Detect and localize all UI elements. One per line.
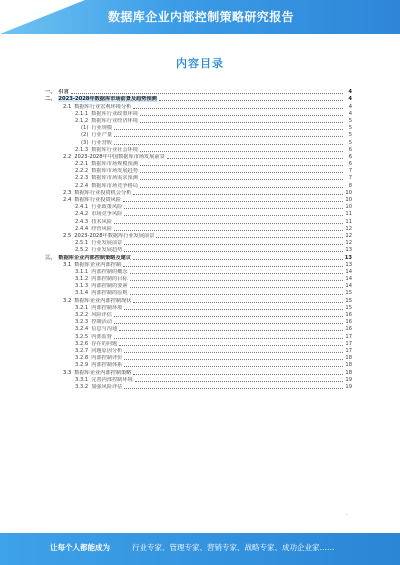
toc-entry-page: 15: [345, 290, 352, 297]
toc-leader-dots: [140, 187, 343, 188]
toc-entry-page: 10: [345, 197, 352, 203]
toc-entry-number: 2.1.3: [75, 146, 89, 153]
toc-entry-number: 3.2.3: [75, 319, 89, 326]
toc-entry-number: 3.2.8: [75, 355, 89, 362]
toc-entry[interactable]: [45, 340, 352, 347]
toc-leader-dots: [133, 259, 343, 260]
toc-entry[interactable]: [45, 261, 352, 268]
toc-entry-page: 12: [345, 240, 352, 247]
toc-leader-dots: [140, 151, 343, 152]
toc-leader-dots: [159, 100, 343, 101]
toc-leader-dots: [140, 115, 343, 116]
toc-leader-dots: [114, 136, 343, 137]
toc-entry-page: 14: [345, 268, 352, 275]
toc-entry-title: 2023-2028年中国数据库市场发展前景: [74, 153, 165, 160]
toc-entry[interactable]: [45, 167, 352, 174]
toc-entry[interactable]: [45, 174, 352, 181]
toc-entry-title: 信息与沟通: [91, 326, 118, 333]
toc-leader-dots: [133, 108, 343, 109]
toc-leader-dots: [140, 179, 343, 180]
toc-entry-page: 6: [348, 153, 352, 160]
toc-entry-number: 3.3.1: [75, 376, 89, 383]
toc-entry[interactable]: [45, 275, 352, 282]
toc-entry-title: 数据库行业宏观环境分析: [74, 103, 132, 110]
toc-leader-dots: [124, 208, 343, 209]
toc-entry[interactable]: [45, 153, 352, 160]
toc-leader-dots: [133, 374, 343, 375]
toc-entry[interactable]: [45, 225, 352, 232]
toc-leader-dots: [133, 302, 343, 303]
toc-entry-title: 数据库市场规模预测: [91, 161, 138, 168]
toc-entry-number: 3.3: [63, 369, 72, 376]
toc-entry[interactable]: [45, 181, 352, 188]
toc-leader-dots: [124, 388, 343, 389]
toc-entry-title: 数据库市场竞争格局: [91, 182, 138, 189]
toc-entry-title: 完善内部控制环境: [91, 376, 133, 383]
toc-entry-title: 引言: [58, 89, 69, 96]
toc-entry-number: 2.5: [63, 232, 72, 239]
toc-leader-dots: [114, 223, 343, 224]
toc-leader-dots: [124, 359, 343, 360]
toc-entry-title: 数据库市场需求预测: [91, 175, 138, 182]
toc-entry-page: 12: [345, 232, 352, 239]
toc-leader-dots: [123, 201, 343, 202]
toc-leader-dots: [140, 172, 343, 173]
toc-entry-page: 8: [348, 182, 352, 189]
toc-entry[interactable]: [45, 376, 352, 383]
toc-entry-page: 4: [348, 96, 352, 103]
toc-entry[interactable]: [45, 347, 352, 354]
toc-entry-page: 18: [345, 355, 352, 362]
toc-leader-dots: [114, 338, 343, 339]
toc-entry[interactable]: [45, 160, 352, 167]
toc-entry-title: 行业规模: [91, 125, 113, 132]
toc-entry-number: 3.2.7: [75, 347, 89, 354]
toc-entry[interactable]: [45, 189, 352, 196]
toc-entry[interactable]: [45, 131, 352, 138]
toc-entry-title: 数据库行业政策环境: [91, 110, 138, 117]
toc-leader-dots: [124, 251, 343, 252]
toc-leader-dots: [124, 215, 343, 216]
toc-leader-dots: [140, 165, 343, 166]
toc-entry-page: 7: [348, 175, 352, 182]
toc-entry[interactable]: [45, 304, 352, 311]
toc-leader-dots: [124, 244, 343, 245]
toc-entry-title: 数据库企业内部控制: [74, 261, 121, 268]
toc-entry-page: 13: [345, 261, 352, 268]
toc-entry-number: 2.2: [63, 153, 72, 160]
toc-entry-number: 3.1.4: [75, 290, 89, 297]
toc-entry-page: 15: [345, 304, 352, 311]
toc-entry-page: 10: [345, 189, 352, 196]
toc-leader-dots: [114, 144, 343, 145]
toc-entry-number: 三、: [45, 254, 56, 261]
toc-entry-page: 5: [348, 132, 352, 139]
toc-entry-title: 内部控制的概念: [91, 268, 128, 275]
toc-leader-dots: [130, 273, 343, 274]
toc-entry-number: 2.5.2: [75, 247, 89, 254]
toc-leader-dots: [119, 345, 343, 346]
toc-entry-number: 一、: [45, 89, 56, 96]
toc-entry-title: 数据库行业投资风险: [74, 197, 121, 203]
toc-entry-title: 数据库市场发展趋势: [91, 168, 138, 175]
toc-entry-number: 2.1: [63, 103, 72, 110]
toc-entry-title: 数据库企业内部控制现状: [74, 297, 132, 304]
toc-entry-number: 3.2.2: [75, 312, 89, 318]
toc-entry-number: (1): [81, 125, 89, 132]
toc-entry-title: 数据库行业经济环境: [91, 117, 138, 124]
toc-entry-page: 6: [348, 161, 352, 168]
toc-entry[interactable]: [45, 289, 352, 296]
header-white-corner: [0, 0, 85, 34]
toc-entry[interactable]: [45, 246, 352, 253]
toc-entry[interactable]: [45, 232, 352, 239]
toc-leader-dots: [167, 158, 343, 159]
toc-entry-number: 2.1.1: [75, 110, 89, 117]
toc-entry-number: 2.4.4: [75, 225, 89, 232]
toc-entry-number: 3.1.2: [75, 276, 89, 283]
toc-entry-title: 行业政策风险: [91, 204, 123, 211]
toc-entry-title: 行业产量: [91, 132, 113, 139]
table-of-contents: [45, 88, 352, 390]
toc-entry-number: 3.1: [63, 261, 72, 268]
toc-entry-title: 控制活动: [91, 319, 112, 326]
toc-entry-page: 19: [345, 383, 352, 390]
toc-entry-title: 数据库行业社会环境: [91, 146, 138, 153]
toc-entry-title: 风险评估: [91, 312, 112, 318]
toc-entry-title: 2023-2028年数据库行业发展前景: [74, 232, 155, 239]
toc-entry-number: 2.4.3: [75, 218, 89, 225]
toc-entry-page: 11: [345, 218, 352, 225]
toc-leader-dots: [123, 266, 343, 267]
toc-entry-title: 问题原因分析: [91, 347, 123, 354]
toc-entry[interactable]: [45, 203, 352, 210]
toc-entry-title: 数据库企业内部控制策略及建议: [58, 254, 132, 261]
toc-entry-page: 4: [348, 110, 352, 117]
toc-entry-number: 3.2.1: [75, 304, 89, 311]
toc-entry-title: 经营风险: [91, 225, 112, 232]
toc-entry-page: 5: [348, 117, 352, 124]
toc-entry-number: (2): [81, 132, 89, 139]
toc-leader-dots: [114, 323, 343, 324]
toc-entry-title: 行业营收: [91, 139, 113, 146]
toc-entry-number: 3.3.2: [75, 383, 89, 390]
footer-slogan: 让每个人都能成为: [50, 543, 110, 552]
toc-entry-title: 数据库企业内部控制策略: [74, 369, 132, 376]
toc-entry-page: 11: [345, 211, 352, 218]
toc-entry-title: 加强风险评估: [91, 383, 123, 390]
toc-entry-title: 存在的问题: [91, 340, 118, 347]
toc-leader-dots: [124, 309, 343, 310]
toc-entry-number: (3): [81, 139, 89, 146]
toc-entry-title: 市场竞争风险: [91, 211, 123, 218]
toc-entry-title: 内部控制的原则: [91, 290, 128, 297]
toc-entry-title: 内部监督: [91, 333, 112, 340]
toc-entry-page: 7: [348, 168, 352, 175]
toc-entry-number: 2.2.1: [75, 161, 89, 168]
toc-leader-dots: [130, 287, 343, 288]
toc-entry[interactable]: [45, 117, 352, 124]
toc-entry-title: 内部控制的要素: [91, 283, 128, 290]
toc-leader-dots: [71, 93, 343, 94]
toc-entry-number: 3.1.3: [75, 283, 89, 290]
toc-entry[interactable]: [45, 311, 352, 318]
toc-entry-page: 12: [345, 225, 352, 232]
toc-entry-number: 2.2.2: [75, 168, 89, 175]
toc-entry-number: 2.5.1: [75, 240, 89, 247]
toc-entry-page: 18: [345, 362, 352, 369]
toc-entry-title: 内部控制环境: [91, 304, 123, 311]
toc-entry-page: 17: [345, 340, 352, 347]
toc-entry[interactable]: [45, 217, 352, 224]
toc-entry[interactable]: [45, 296, 352, 303]
toc-entry-page: 14: [345, 276, 352, 283]
toc-entry[interactable]: [45, 196, 352, 203]
toc-entry-page: 6: [348, 146, 352, 153]
toc-entry[interactable]: [45, 325, 352, 332]
toc-leader-dots: [130, 294, 343, 295]
toc-entry[interactable]: [45, 368, 352, 375]
toc-entry-page: 13: [345, 247, 352, 254]
toc-leader-dots: [124, 366, 343, 367]
toc-entry-page: 4: [348, 103, 352, 110]
page-header-banner: [0, 0, 400, 34]
footer-tagline: 行业专家、管理专家、营销专家、战略专家、成功企业家……: [132, 543, 335, 552]
toc-entry[interactable]: [45, 95, 352, 102]
toc-entry-page: 13: [344, 254, 352, 261]
toc-entry-page: 5: [348, 125, 352, 132]
toc-leader-dots: [133, 194, 343, 195]
toc-entry[interactable]: [45, 146, 352, 153]
toc-entry-page: 5: [348, 139, 352, 146]
toc-entry[interactable]: [45, 354, 352, 361]
toc-leader-dots: [130, 280, 343, 281]
toc-leader-dots: [119, 330, 343, 331]
toc-entry-title: 数据库行业投资机会分析: [74, 189, 132, 196]
report-title: 数据库企业内部控制策略研究报告: [108, 10, 295, 24]
toc-entry-page: 16: [345, 319, 352, 326]
toc-entry-number: 2.4.2: [75, 211, 89, 218]
toc-entry-title: 技术风险: [91, 218, 112, 225]
toc-entry-page: 19: [345, 376, 352, 383]
toc-entry-page: 17: [345, 333, 352, 340]
toc-entry-title: 内部控制体系: [91, 362, 123, 369]
toc-entry-title: 内部控制评价: [91, 355, 123, 362]
toc-entry[interactable]: [45, 332, 352, 339]
toc-leader-dots: [140, 122, 343, 123]
toc-entry-number: 3.1.1: [75, 268, 89, 275]
toc-entry-page: 10: [345, 204, 352, 211]
toc-entry[interactable]: [45, 253, 352, 260]
toc-entry-page: 4: [348, 89, 352, 96]
toc-entry[interactable]: [45, 268, 352, 275]
toc-entry-number: 2.1.2: [75, 117, 89, 124]
toc-entry[interactable]: [45, 383, 352, 390]
toc-entry-number: 二、: [45, 96, 56, 103]
toc-entry-number: 3.2.4: [75, 326, 89, 333]
toc-entry[interactable]: [45, 239, 352, 246]
toc-entry[interactable]: [45, 110, 352, 117]
toc-entry[interactable]: [45, 282, 352, 289]
toc-entry-number: 2.4: [63, 197, 72, 203]
toc-entry-page: 18: [345, 369, 352, 376]
page-footer-banner: [0, 533, 400, 565]
toc-entry-number: 3.2.5: [75, 333, 89, 340]
toc-entry[interactable]: [45, 318, 352, 325]
toc-entry[interactable]: [45, 210, 352, 217]
toc-entry-number: 3.2.9: [75, 362, 89, 369]
toc-entry-title: 2023-2028年数据库市场前景及趋势预测: [58, 96, 157, 103]
toc-entry-number: 2.3: [63, 189, 72, 196]
toc-leader-dots: [114, 230, 343, 231]
toc-entry-title: 内部控制的目标: [91, 276, 128, 283]
toc-entry[interactable]: [45, 102, 352, 109]
toc-leader-dots: [124, 352, 343, 353]
toc-heading: 内容目录: [176, 57, 224, 70]
toc-leader-dots: [114, 129, 343, 130]
toc-entry-page: 16: [345, 312, 352, 318]
toc-entry-number: 2.4.1: [75, 204, 89, 211]
toc-entry-title: 行业发展前景: [91, 240, 123, 247]
toc-entry[interactable]: [45, 88, 352, 95]
toc-entry-title: 行业发展趋势: [91, 247, 123, 254]
toc-leader-dots: [114, 316, 343, 317]
toc-entry-page: 14: [345, 283, 352, 290]
toc-entry-page: 17: [345, 347, 352, 354]
toc-entry-number: 2.2.3: [75, 175, 89, 182]
toc-leader-dots: [135, 381, 343, 382]
toc-leader-dots: [156, 237, 343, 238]
toc-entry[interactable]: [45, 361, 352, 368]
toc-entry-page: 15: [345, 297, 352, 304]
page-corner-mark: ·: [346, 512, 348, 518]
toc-entry-number: 3.2.6: [75, 340, 89, 347]
toc-entry[interactable]: [45, 124, 352, 131]
toc-entry[interactable]: [45, 138, 352, 145]
toc-entry-number: 3.2: [63, 297, 72, 304]
toc-entry-page: 16: [345, 326, 352, 333]
toc-entry-number: 2.2.4: [75, 182, 89, 189]
